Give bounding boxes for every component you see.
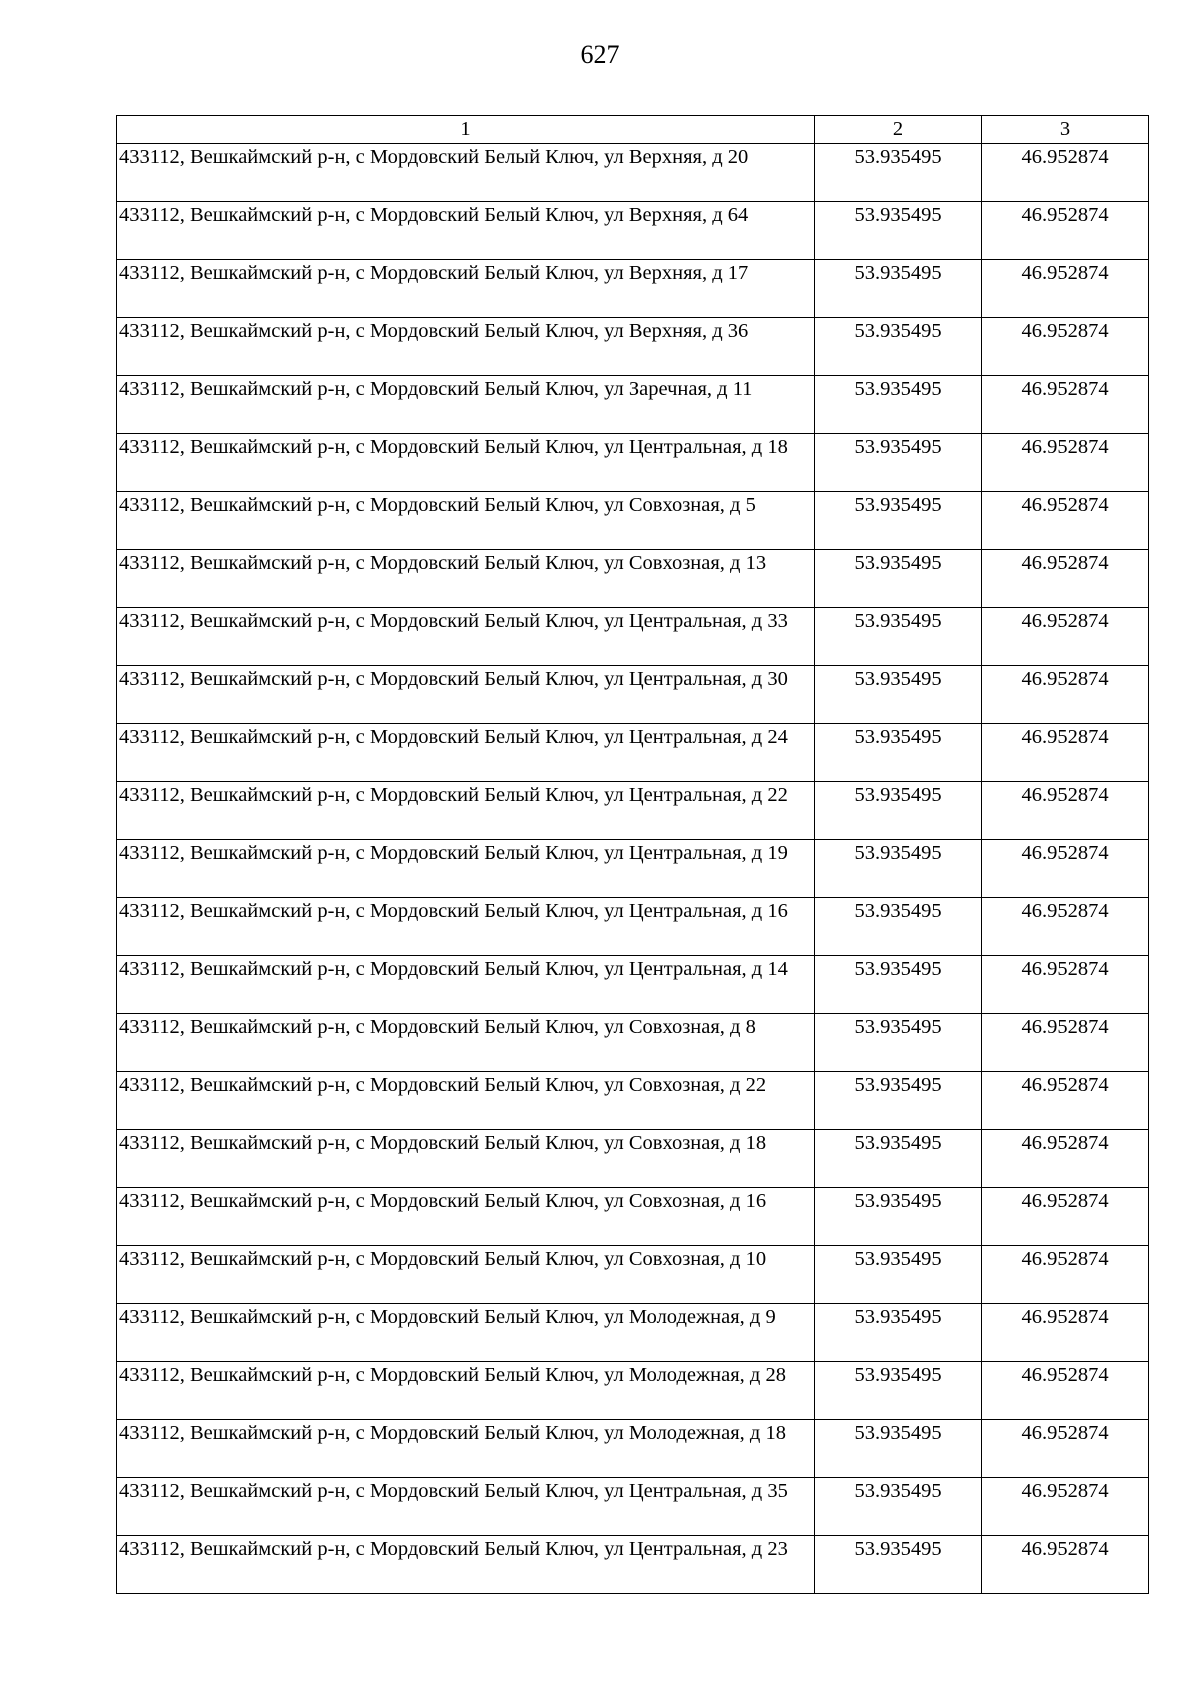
table-row (117, 666, 1149, 724)
longitude-cell: 46.952874 (982, 434, 1149, 492)
address-cell: 433112, Вешкаймский р-н, с Мордовский Белый Ключ, ул Совхозная, д 22 (117, 1072, 815, 1130)
table-row (117, 898, 1149, 956)
longitude-cell: 46.952874 (982, 840, 1149, 898)
table-row (117, 840, 1149, 898)
latitude-cell: 53.935495 (815, 260, 982, 318)
longitude-cell: 46.952874 (982, 202, 1149, 260)
latitude-cell: 53.935495 (815, 1246, 982, 1304)
address-cell: 433112, Вешкаймский р-н, с Мордовский Белый Ключ, ул Центральная, д 23 (117, 1536, 815, 1594)
address-cell: 433112, Вешкаймский р-н, с Мордовский Белый Ключ, ул Центральная, д 33 (117, 608, 815, 666)
address-cell: 433112, Вешкаймский р-н, с Мордовский Белый Ключ, ул Совхозная, д 8 (117, 1014, 815, 1072)
table-row (117, 376, 1149, 434)
table-row (117, 202, 1149, 260)
latitude-cell: 53.935495 (815, 550, 982, 608)
table-row (117, 550, 1149, 608)
table-row (117, 1536, 1149, 1594)
table-row (117, 1304, 1149, 1362)
table-row (117, 1188, 1149, 1246)
table-row (117, 1362, 1149, 1420)
longitude-cell: 46.952874 (982, 666, 1149, 724)
address-cell: 433112, Вешкаймский р-н, с Мордовский Белый Ключ, ул Центральная, д 19 (117, 840, 815, 898)
longitude-cell: 46.952874 (982, 1246, 1149, 1304)
latitude-cell: 53.935495 (815, 144, 982, 202)
latitude-cell: 53.935495 (815, 1072, 982, 1130)
longitude-cell: 46.952874 (982, 1536, 1149, 1594)
longitude-cell: 46.952874 (982, 1420, 1149, 1478)
address-cell: 433112, Вешкаймский р-н, с Мордовский Белый Ключ, ул Совхозная, д 10 (117, 1246, 815, 1304)
table-row (117, 492, 1149, 550)
address-cell: 433112, Вешкаймский р-н, с Мордовский Белый Ключ, ул Совхозная, д 16 (117, 1188, 815, 1246)
latitude-cell: 53.935495 (815, 724, 982, 782)
longitude-cell: 46.952874 (982, 956, 1149, 1014)
address-cell: 433112, Вешкаймский р-н, с Мордовский Белый Ключ, ул Центральная, д 18 (117, 434, 815, 492)
longitude-cell: 46.952874 (982, 724, 1149, 782)
address-cell: 433112, Вешкаймский р-н, с Мордовский Белый Ключ, ул Верхняя, д 64 (117, 202, 815, 260)
longitude-cell: 46.952874 (982, 1014, 1149, 1072)
address-cell: 433112, Вешкаймский р-н, с Мордовский Белый Ключ, ул Верхняя, д 36 (117, 318, 815, 376)
longitude-cell: 46.952874 (982, 898, 1149, 956)
longitude-cell: 46.952874 (982, 550, 1149, 608)
address-cell: 433112, Вешкаймский р-н, с Мордовский Белый Ключ, ул Центральная, д 16 (117, 898, 815, 956)
longitude-cell: 46.952874 (982, 1362, 1149, 1420)
latitude-cell: 53.935495 (815, 434, 982, 492)
latitude-cell: 53.935495 (815, 666, 982, 724)
latitude-cell: 53.935495 (815, 1130, 982, 1188)
longitude-cell: 46.952874 (982, 1072, 1149, 1130)
table-row (117, 260, 1149, 318)
latitude-cell: 53.935495 (815, 318, 982, 376)
latitude-cell: 53.935495 (815, 202, 982, 260)
latitude-cell: 53.935495 (815, 376, 982, 434)
address-cell: 433112, Вешкаймский р-н, с Мордовский Белый Ключ, ул Центральная, д 30 (117, 666, 815, 724)
table-row (117, 1420, 1149, 1478)
address-cell: 433112, Вешкаймский р-н, с Мордовский Белый Ключ, ул Совхозная, д 5 (117, 492, 815, 550)
address-cell: 433112, Вешкаймский р-н, с Мордовский Белый Ключ, ул Совхозная, д 13 (117, 550, 815, 608)
latitude-cell: 53.935495 (815, 492, 982, 550)
address-cell: 433112, Вешкаймский р-н, с Мордовский Белый Ключ, ул Совхозная, д 18 (117, 1130, 815, 1188)
table-row (117, 956, 1149, 1014)
longitude-cell: 46.952874 (982, 1130, 1149, 1188)
latitude-cell: 53.935495 (815, 782, 982, 840)
longitude-cell: 46.952874 (982, 782, 1149, 840)
address-cell: 433112, Вешкаймский р-н, с Мордовский Белый Ключ, ул Верхняя, д 17 (117, 260, 815, 318)
latitude-cell: 53.935495 (815, 956, 982, 1014)
column-header-1: 1 (117, 116, 815, 144)
longitude-cell: 46.952874 (982, 376, 1149, 434)
address-cell: 433112, Вешкаймский р-н, с Мордовский Белый Ключ, ул Молодежная, д 18 (117, 1420, 815, 1478)
latitude-cell: 53.935495 (815, 1478, 982, 1536)
table-row (117, 318, 1149, 376)
address-cell: 433112, Вешкаймский р-н, с Мордовский Белый Ключ, ул Молодежная, д 28 (117, 1362, 815, 1420)
table-row (117, 782, 1149, 840)
address-cell: 433112, Вешкаймский р-н, с Мордовский Белый Ключ, ул Заречная, д 11 (117, 376, 815, 434)
table-row (117, 608, 1149, 666)
longitude-cell: 46.952874 (982, 1304, 1149, 1362)
latitude-cell: 53.935495 (815, 1188, 982, 1246)
column-header-3: 3 (982, 116, 1149, 144)
longitude-cell: 46.952874 (982, 492, 1149, 550)
table-row (117, 1014, 1149, 1072)
longitude-cell: 46.952874 (982, 1478, 1149, 1536)
address-cell: 433112, Вешкаймский р-н, с Мордовский Белый Ключ, ул Центральная, д 14 (117, 956, 815, 1014)
table-row (117, 434, 1149, 492)
address-cell: 433112, Вешкаймский р-н, с Мордовский Белый Ключ, ул Верхняя, д 20 (117, 144, 815, 202)
table-row (117, 1072, 1149, 1130)
table-row (117, 724, 1149, 782)
latitude-cell: 53.935495 (815, 1420, 982, 1478)
address-cell: 433112, Вешкаймский р-н, с Мордовский Белый Ключ, ул Центральная, д 24 (117, 724, 815, 782)
table-row (117, 1246, 1149, 1304)
table-row (117, 1478, 1149, 1536)
latitude-cell: 53.935495 (815, 1536, 982, 1594)
longitude-cell: 46.952874 (982, 260, 1149, 318)
table-body (117, 144, 1149, 1594)
latitude-cell: 53.935495 (815, 1362, 982, 1420)
table-row (117, 144, 1149, 202)
latitude-cell: 53.935495 (815, 898, 982, 956)
column-header-2: 2 (815, 116, 982, 144)
address-coordinates-table (116, 115, 1149, 1594)
longitude-cell: 46.952874 (982, 144, 1149, 202)
latitude-cell: 53.935495 (815, 840, 982, 898)
address-cell: 433112, Вешкаймский р-н, с Мордовский Белый Ключ, ул Центральная, д 35 (117, 1478, 815, 1536)
longitude-cell: 46.952874 (982, 608, 1149, 666)
longitude-cell: 46.952874 (982, 318, 1149, 376)
table-row (117, 1130, 1149, 1188)
page-number: 627 (580, 40, 620, 69)
table-header-row (117, 116, 1149, 144)
latitude-cell: 53.935495 (815, 608, 982, 666)
latitude-cell: 53.935495 (815, 1304, 982, 1362)
address-cell: 433112, Вешкаймский р-н, с Мордовский Белый Ключ, ул Центральная, д 22 (117, 782, 815, 840)
latitude-cell: 53.935495 (815, 1014, 982, 1072)
address-cell: 433112, Вешкаймский р-н, с Мордовский Белый Ключ, ул Молодежная, д 9 (117, 1304, 815, 1362)
longitude-cell: 46.952874 (982, 1188, 1149, 1246)
